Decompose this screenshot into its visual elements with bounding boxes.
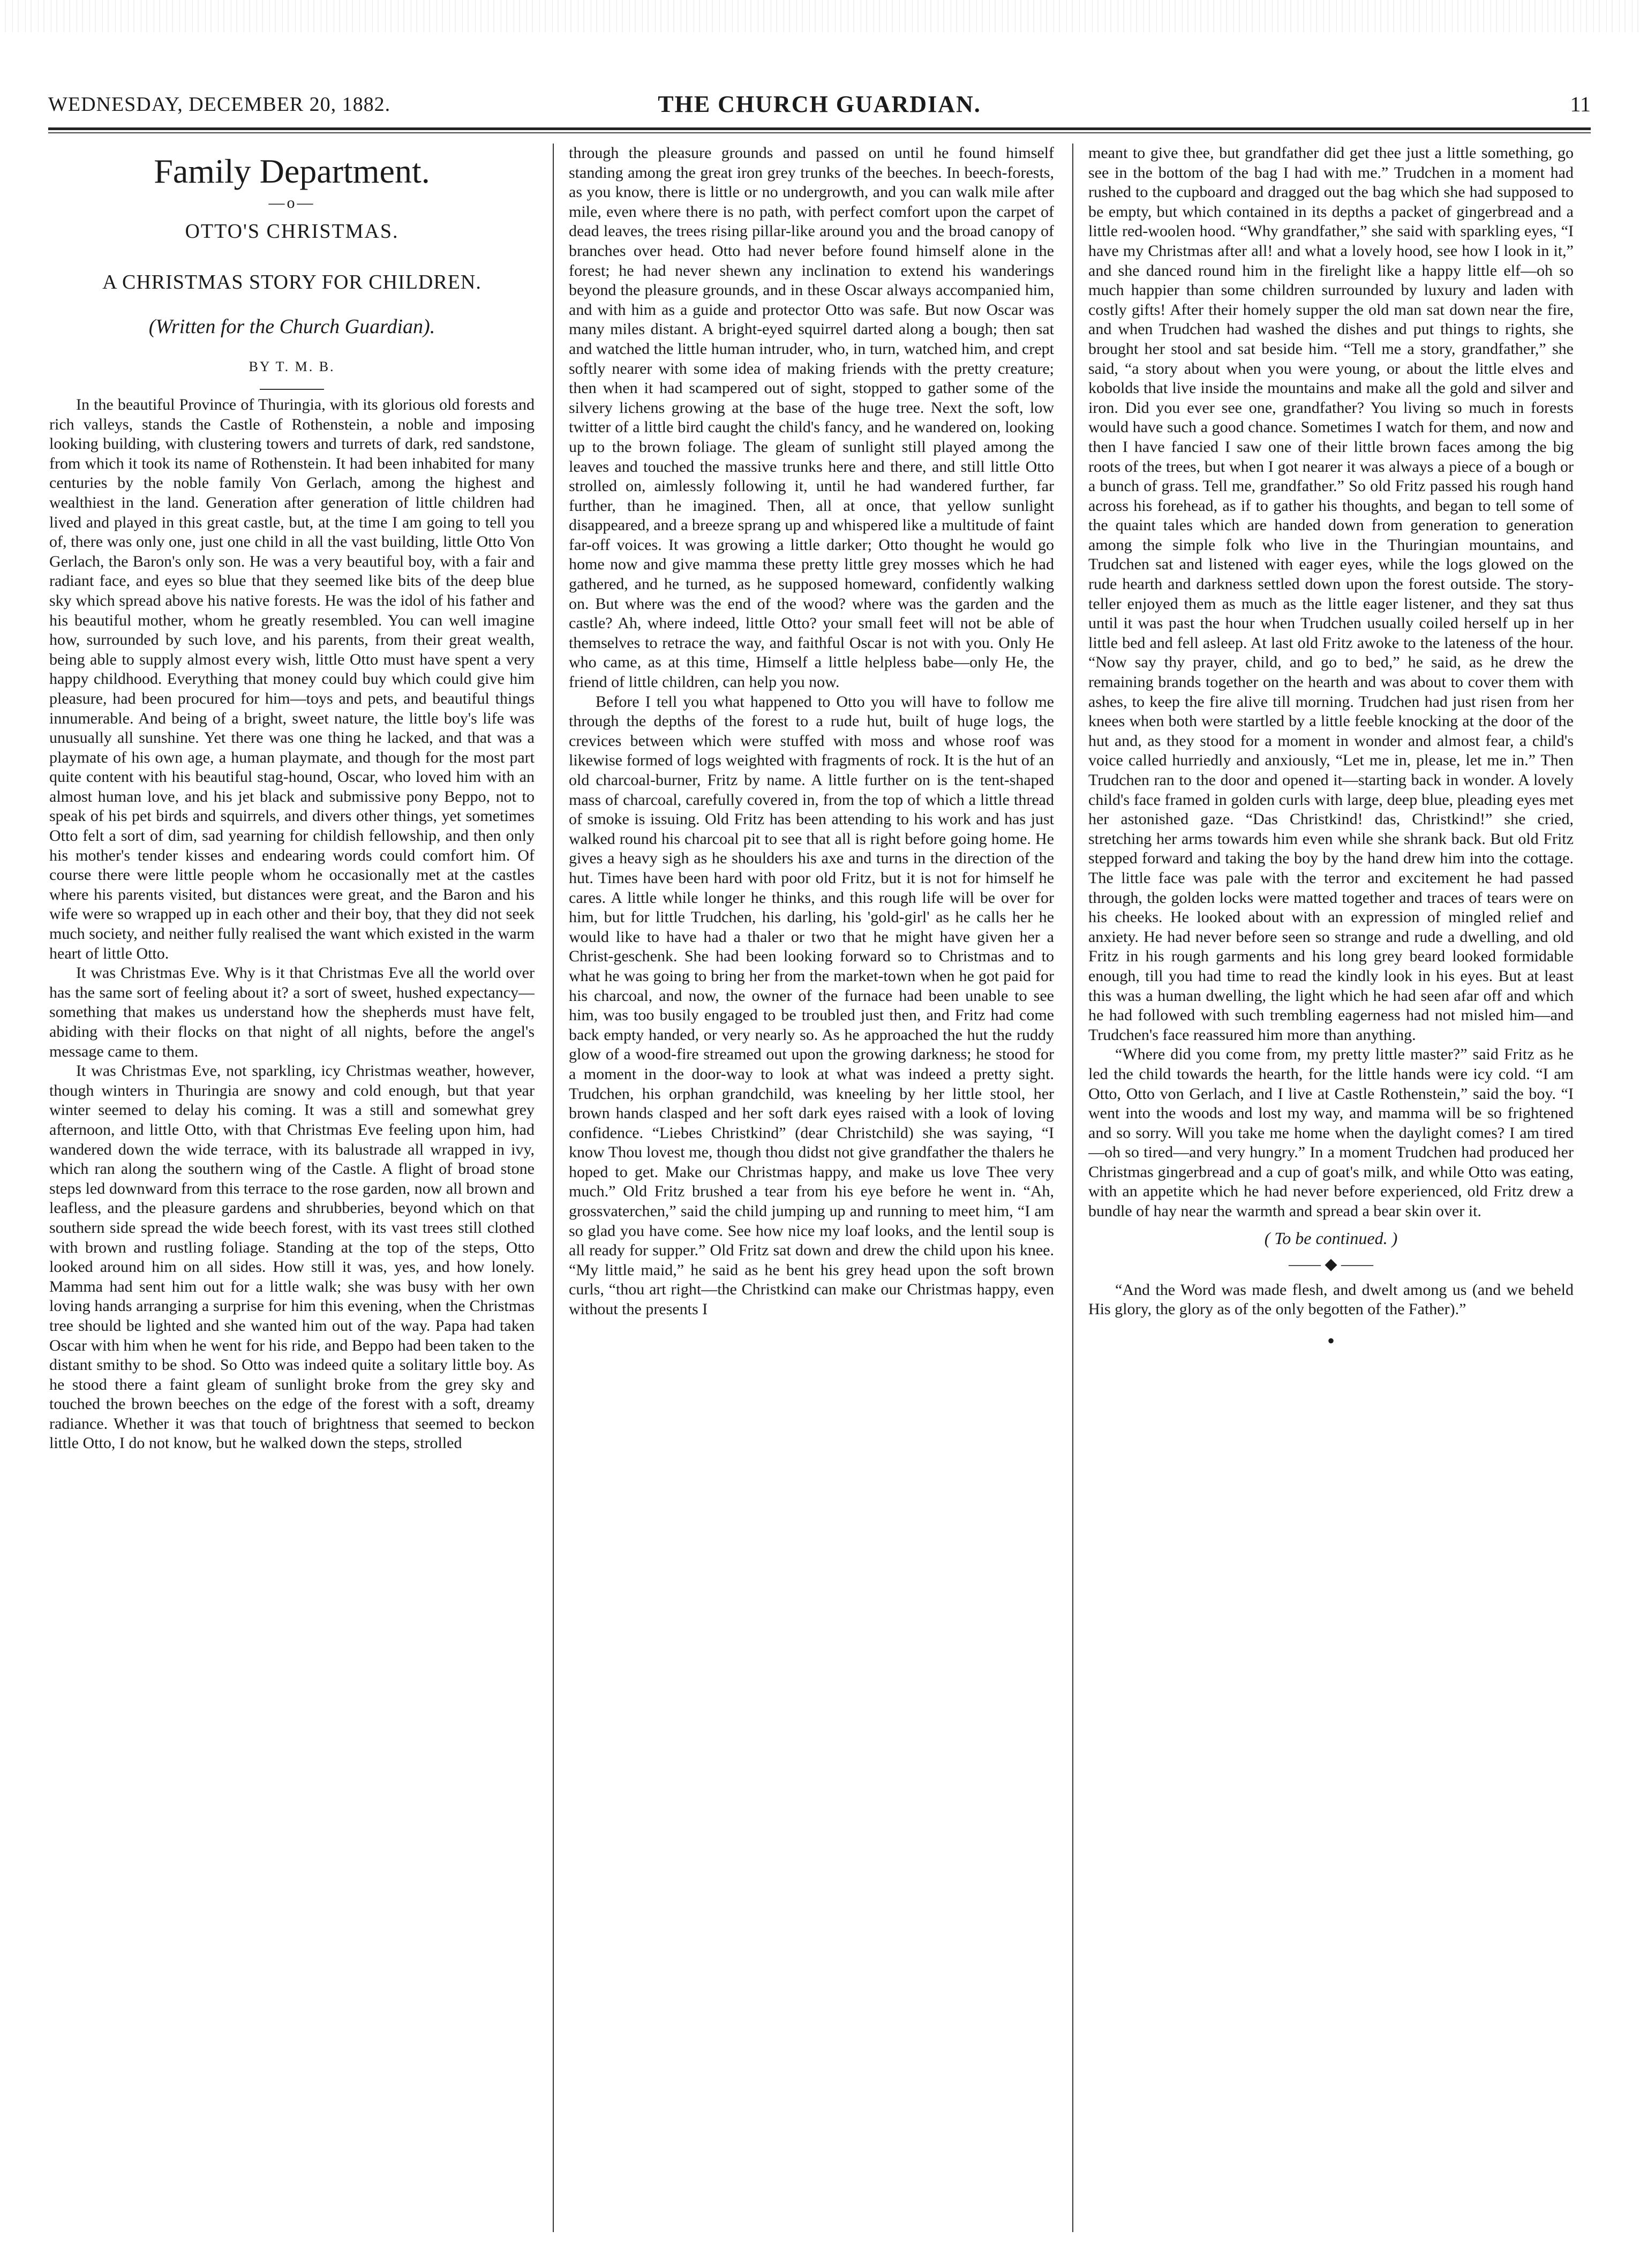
header-rule-thin — [48, 132, 1591, 133]
scan-noise — [0, 0, 1640, 32]
column-1 — [49, 144, 535, 2254]
byline: BY T. M. B. — [249, 359, 335, 374]
story-subtitle: A CHRISTMAS STORY FOR CHILDREN. — [102, 271, 482, 293]
paragraph: “Where did you come from, my pretty little master?” said Fritz as he led the child towards the hearth, for the little hands were icy cold. “I am Otto, Otto von Gerlach, and I live at Castle Rothenstein,” said the boy. “I went into the woods and lost my way, and mamma will be so frightened and so sorry. Will you take me home when the daylight comes? I am tired—oh so tired—and very hungry.” In a moment Trudchen had produced her Christmas gingerbread and a cup of goat's milk, and while Otto was eating, with an appetite which he had never before experienced, old Fritz drew a bundle of hay near the warmth and spread a bear skin over it. — [1088, 1045, 1574, 1220]
ornament-divider: —— ◆ —— — [1288, 1255, 1374, 1273]
masthead — [48, 86, 1591, 123]
scripture-verse: “And the Word was made flesh, and dwelt among us (and we beheld His glory, the glory as of the only begotten of the Father).” — [1088, 1280, 1574, 1318]
header-rule — [48, 127, 1591, 130]
paragraph: In the beautiful Province of Thuringia, with its glorious old forests and rich valleys, stands the Castle of Rothenstein, a noble and imposing looking building, with clustering towers and turrets of dark, red sandstone, from which it took its name of Rothenstein. It had been inhabited for many centuries by the noble family Von Gerlach, among the highest and wealthiest in the land. Generation after generation of little children had lived and played in this great castle, but, at the time I am going to tell you of, there was only one, just one child in all the vast building, little Otto Von Gerlach, the Baron's only son. He was a very beautiful boy, with a fair and radiant face, and eyes so blue that they seemed like bits of the deep blue sky which spread above his native forests. He was the idol of his father and his beautiful mother, whom he greatly resembled. You can well imagine how, surrounded by such love, and his parents, from their great wealth, being able to supply almost every wish, little Otto must have spent a very happy childhood. Everything that money could buy which could give him pleasure, had been procured for him—toys and pets, and beautiful things innumerable. And being of a bright, sweet nature, the little boy's life was unusually all sunshine. Yet there was one thing he lacked, and that was a playmate of his own age, a human playmate, and though for the most part quite content with his beautiful stag-hound, Oscar, who loved him with an almost human love, and his jet black and submissive pony Beppo, not to speak of his pet birds and squirrels, and divers other things, yet sometimes Otto felt a sort of dim, sad yearning for childish fellowship, and then only his mother's tender kisses and endearing words could comfort him. Of course there were little people whom he occasionally met at the castles where his parents visited, but distances were great, and the Baron and his wife were so wrapped up in each other and their boy, that they did not seek much society, and neither fully realised the want which existed in the warm heart of little Otto. — [49, 396, 535, 962]
column-3 — [1088, 144, 1574, 2254]
column-2 — [569, 144, 1054, 2254]
paragraph: It was Christmas Eve, not sparkling, icy Christmas weather, however, though winters in Thuringia are snowy and cold enough, but that year winter seemed to delay his coming. It was a still and somewhat grey afternoon, and little Otto, with that Christmas Eve feeling upon him, had wandered down the wide terrace, with its balustrade all wrapped in ivy, which ran along the southern wing of the Castle. A flight of broad stone steps led downward from this terrace to the rose garden, now all brown and leafless, and the pleasure gardens and shrubberies, beyond which on that southern side spread the wide beech forest, with its vast trees still clothed with brown and rustling foliage. Standing at the top of the steps, Otto looked around him on all sides. How still it was, yes, and how lonely. Mamma had sent him out for a little walk; she was busy with her own loving hands arranging a surprise for him this evening, when the Christmas tree should be lighted and she wanted him out of the way. Papa had taken Oscar with him when he went for his ride, and Beppo had been taken to the distant smithy to be shod. So Otto was indeed quite a solitary little boy. As he stood there a faint gleam of sunlight broke from the grey sky and touched the brown beeches on the edge of the forest with a soft, dreamy radiance. Whether it was that touch of brightness that seemed to beckon little Otto, I do not know, but he walked down the steps, strolled — [49, 1062, 535, 1452]
issue-date: WEDNESDAY, DECEMBER 20, 1882. — [48, 93, 391, 116]
column-divider — [1072, 144, 1073, 2232]
paragraph: Before I tell you what happened to Otto you will have to follow me through the depths of the forest to a rude hut, built of huge logs, the crevices between which were stuffed with moss and whose roof was likewise formed of logs weighted with fragments of rock. It is the hut of an old charcoal-burner, Fritz by name. A little further on is the tent-shaped mass of charcoal, carefully covered in, from the top of which a little thread of smoke is issuing. Old Fritz has been attending to his work and has just walked round his charcoal pit to see that all is right before going home. He gives a heavy sigh as he shoulders his axe and turns in the direction of the hut. Times have been hard with poor old Fritz, but it is not for himself he cares. A little while longer he thinks, and this rough life will be over for him, but for little Trudchen, his darling, his 'gold-girl' as he calls her he would like to have had a thaler or two that he might have given her a Christ-geschenk. She had been looking forward so to Christmas and to what he was going to bring her from the market-town when he got paid for his charcoal, and now, the owner of the furnace had been unable to see him, was too busily engaged to be troubled just then, and Fritz had come back empty handed, or very nearly so. As he approached the hut the ruddy glow of a wood-fire streamed out upon the growing darkness; he stood for a moment in the door-way to look at what was indeed a pretty sight. Trudchen, his orphan grandchild, was kneeling by her little stool, her brown hands clasped and her soft dark eyes raised with a look of loving confidence. “Liebes Christkind” (dear Christchild) she was saying, “I know Thou lovest me, though thou didst not give grandfather the thalers he hoped to get. Make our Christmas happy, and make us love Thee very much.” Old Fritz brushed a tear from his eye before he went in. “Ah, grossvaterchen,” said the child jumping up and running to meet him, “I am so glad you have come. See how nice my loaf looks, and the lentil soup is all ready for supper.” Old Fritz sat down and drew the child upon his knee. “My little maid,” he said as he bent his grey head upon the soft brown curls, “thou art right—the Christkind can make our Christmas happy, even without the presents I — [569, 692, 1054, 1318]
end-mark: • — [1327, 1328, 1335, 1353]
separator — [260, 389, 324, 390]
paper-title: THE CHURCH GUARDIAN. — [658, 91, 981, 117]
story-title: OTTO'S CHRISTMAS. — [185, 220, 399, 243]
paragraph: It was Christmas Eve. Why is it that Christmas Eve all the world over has the same sort of feeling about it? a sort of sweet, hushed expectancy—something that makes us understand how the shepherds must have felt, abiding with their flocks on that night of all nights, before the angel's message came to them. — [49, 964, 535, 1060]
ornament: —o— — [268, 194, 315, 212]
to-be-continued: ( To be continued. ) — [1264, 1228, 1398, 1248]
page-number: 11 — [1570, 92, 1591, 116]
column-divider — [553, 144, 554, 2232]
written-for: (Written for the Church Guardian). — [148, 315, 435, 338]
paragraph: through the pleasure grounds and passed on until he found himself standing among the great iron grey trunks of the beeches. In beech-forests, as you know, there is little or no undergrowth, and you can walk mile after mile, even where there is no path, with perfect comfort upon the carpet of dead leaves, the trees rising pillar-like around you and the broad canopy of branches over head. Otto had never before found himself alone in the forest; he had never shewn any inclination to extend his wanderings beyond the pleasure grounds, and in these Oscar always accompanied him, and with him as a guide and protector Otto was safe. But now Oscar was many miles distant. A bright-eyed squirrel darted along a bough; then sat and watched the little human intruder, who, in turn, watched him, and crept softly nearer with some idea of making friends with the pretty creature; then when it had scampered out of sight, stopped to gather some of the silvery lichens growing at the base of the huge tree. Next the soft, low twitter of a little bird caught the child's fancy, and he wandered on, looking up to the brown foliage. The gleam of sunlight still played among the leaves and touched the massive trunks here and there, and still little Otto strolled on, aimlessly following it, until he had wandered further, far further, than he imagined. Then, all at once, that yellow sunlight disappeared, and a breeze sprang up and whispered like a multitude of faint far-off voices. It was growing a little darker; Otto thought he would go home now and give mamma these pretty little grey mosses which he had gathered, and he turned, as he supposed homeward, confidently walking on. But where was the end of the wood? where was the garden and the castle? Ah, where indeed, little Otto? your small feet will not be able of themselves to retrace the way, and faithful Oscar is not with you. Only He who came, as at this time, Himself a little helpless babe—only He, the friend of little children, can help you now. — [569, 144, 1054, 691]
paragraph: meant to give thee, but grandfather did get thee just a little something, go see in the bottom of the bag I had with me.” Trudchen in a moment had rushed to the cupboard and dragged out the bag which she had supposed to be empty, but which contained in its depths a packet of gingerbread and a little red-woolen hood. “Why grandfather,” she said with sparkling eyes, “I have my Christmas after all! and what a lovely hood, see how I look in it,” and she danced round him in the firelight like a happy little elf—oh so much happier than some children surrounded by luxury and laden with costly gifts! After their homely supper the old man sat down near the fire, and when Trudchen had washed the dishes and put things to rights, she brought her stool and sat beside him. “Tell me a story, grandfather,” she said, “a story about when you were young, or about the little elves and kobolds that live inside the mountains and make all the gold and silver and iron. Did you ever see one, grandfather? You living so much in forests would have such a good chance. Sometimes I watch for them, and now and then I have fancied I saw one of their little brown faces among the big roots of the trees, but when I got nearer it was always a piece of a bough or a bunch of grass. Tell me, grandfather.” So old Fritz passed his rough hand across his forehead, as if to gather his thoughts, and began to tell some of the quaint tales which are handed down from generation to generation among the simple folk who live in the Thuringian mountains, and Trudchen sat and listened with eager eyes, while the logs glowed on the rude hearth and darkness settled down upon the forest outside. The story-teller enjoyed them as much as the little eager listener, and they sat thus until it was past the hour when Trudchen usually coiled herself up in her little bed and fell asleep. At last old Fritz awoke to the lateness of the hour. “Now say thy prayer, child, and go to bed,” he said, as he drew the remaining brands together on the hearth and was about to cover them with ashes, to keep the fire alive till morning. Trudchen had just risen from her knees when both were startled by a little feeble knocking at the door of the hut and, as they stood for a moment in wonder and almost fear, a child's voice called hurriedly and anxiously, “Let me in, please, let me in.” Then Trudchen ran to the door and opened it—starting back in wonder. A lovely child's face framed in golden curls with large, deep blue, pleading eyes met her astonished gaze. “Das Christkind! das, Christkind!” she cried, stretching her arms towards him even while she shrank back. But old Fritz stepped forward and taking the boy by the hand drew him into the cottage. The little face was pale with the terror and excitement he had passed through, the golden locks were matted together and traces of tears were on his cheeks. He looked about with an expression of mingled relief and anxiety. He had never before seen so strange and rude a dwelling, and old Fritz in his rough garments and his long grey beard looked formidable enough, till you had time to read the kindly look in his eyes. But at least this was a human dwelling, the light which he had seen afar off and which he had followed with such trembling eagerness had not misled him—and Trudchen's face reassured him more than anything. — [1088, 144, 1574, 1044]
department-heading: Family Department. — [154, 152, 430, 190]
